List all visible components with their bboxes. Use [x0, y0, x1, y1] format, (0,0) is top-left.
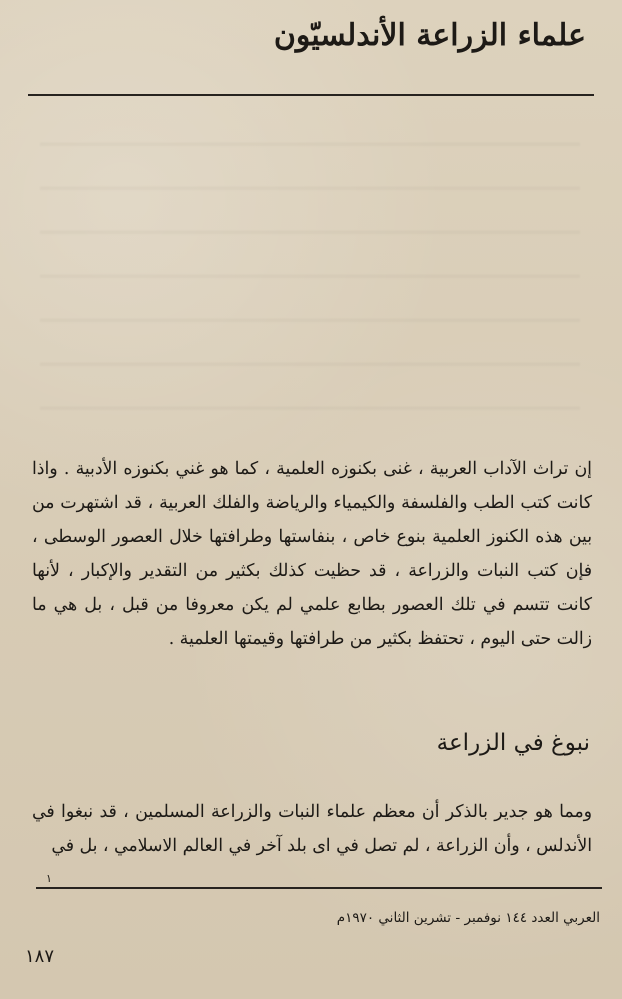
footnote-marker: ١	[46, 872, 52, 885]
section-heading: نبوغ في الزراعة	[436, 730, 590, 756]
running-title: علماء الزراعة الأندلسيّون	[273, 18, 586, 53]
page-header	[28, 12, 594, 102]
article-paragraph: إن تراث الآداب العربية ، غنى بكنوزه العلمية ، كما هو غني بكنوزه الأدبية . واذا كانت كتب الطب والفلسفة والكيمياء والرياضة والفلك العربية ، قد اشتهرت من بين هذه الكنوز العلمية بنوع خاص ، بنفاستها وطرافتها خلال العصور الوسطى ، فإن كتب النبات والزراعة ، قد حظيت كذلك بكثير من التقدير والإكبار ، لأنها كانت تتسم في تلك العصور بطابع علمي لم يكن معروفا من قبل ، بل هي ما زالت حتى اليوم ، تحتفظ بكثير من طرافتها وقيمتها العلمية .	[32, 459, 592, 649]
show-through-text	[40, 120, 580, 410]
article-section-body	[32, 795, 592, 863]
article-section-paragraph: ومما هو جدير بالذكر أن معظم علماء النبات والزراعة المسلمين ، قد نبغوا في الأندلس ، وأن الزراعة ، لم تصل في اى بلد آخر في العالم الاسلامي ، بل في	[32, 802, 592, 856]
footer-rule	[36, 887, 602, 889]
publication-source: العربي العدد ١٤٤ نوفمبر - تشرين الثاني ١٩٧٠م	[336, 910, 600, 926]
article-body	[32, 452, 592, 656]
header-rule	[28, 94, 594, 96]
page-number: ١٨٧	[25, 946, 55, 967]
